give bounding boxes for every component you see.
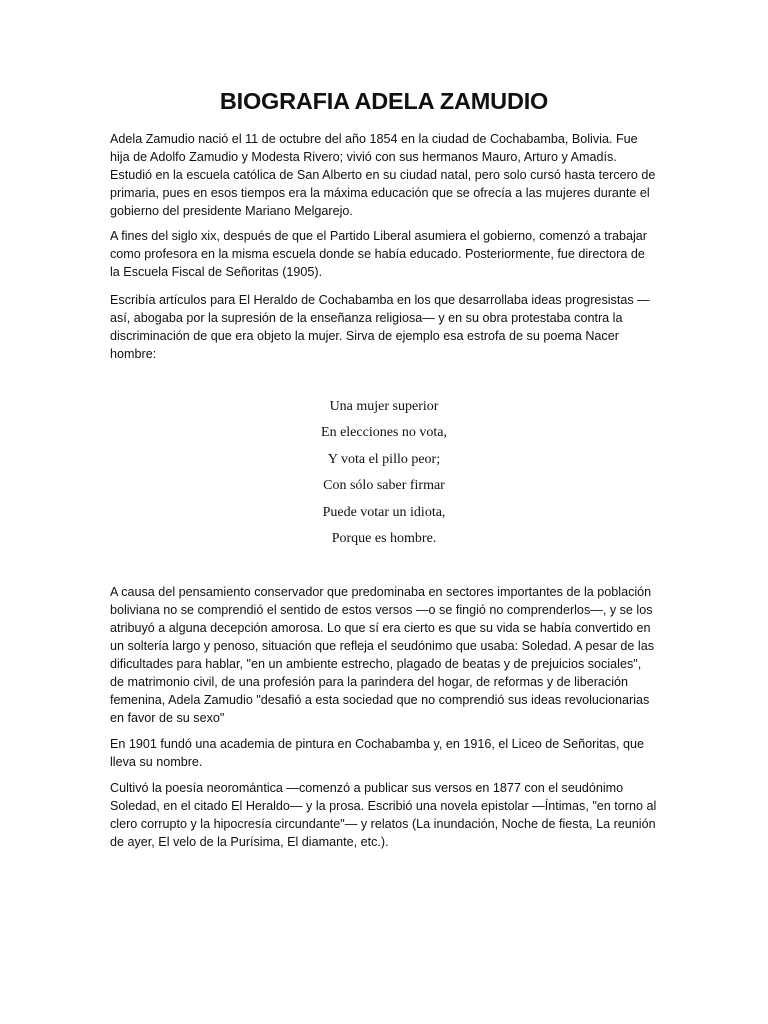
paragraph-birth: Adela Zamudio nació el 11 de octubre del año 1854 en la ciudad de Cochabamba, Bolivia. Fue hija de Adolfo Zamudio y Modesta Rivero; vivió con sus hermanos Mauro, Arturo y Amadís. Estudió en la escuela católica de San Alberto en su ciudad natal, pero solo cursó hasta tercero de primaria, pues en esos tiempos era la máxima educación que se ofrecía a las mujeres durante el gobierno del presidente Mariano Melgarejo. bbox=[110, 132, 656, 218]
paragraph-academy: En 1901 fundó una academia de pintura en Cochabamba y, en 1916, el Liceo de Señoritas, que lleva su nombre. bbox=[110, 737, 644, 769]
paragraph-reception: A causa del pensamiento conservador que predominaba en sectores importantes de la población boliviana no se comprendió el sentido de estos versos —o se fingió no comprenderlos—, y se los atribuyó a alguna decepción amorosa. Lo que sí era cierto es que su vida se había convertido en un soltería largo y penoso, situación que refleja el seudónimo que usaba: Soledad. A pesar de las dificultades para hablar, "en un ambiente estrecho, plagado de beatas y de prejuicios sociales", de matrimonio civil, de una profesión para la parindera del hogar, de reformas y de liberación femenina, Adela Zamudio "desafió a esta sociedad que no comprendió sus ideas revolucionarias en favor de su sexo" bbox=[110, 585, 654, 725]
poem-line: Una mujer superior bbox=[329, 399, 439, 414]
poem-line: Puede votar un idiota, bbox=[322, 504, 446, 520]
paragraph-articles: Escribía artículos para El Heraldo de Cochabamba en los que desarrollaba ideas progresistas —así, abogaba por la supresión de la enseñanza religiosa— y en su obra protestaba contra la discriminación de que era objeto la mujer. Sirva de ejemplo esa estrofa de su poema Nacer hombre: bbox=[110, 293, 650, 361]
poem-line: Porque es hombre. bbox=[331, 530, 437, 546]
paragraph-teaching: A fines del siglo xix, después de que el Partido Liberal asumiera el gobierno, comenzó a trabajar como profesora en la misma escuela donde se había educado. Posteriormente, fue directora de la Escuela Fiscal de Señoritas (1905). bbox=[110, 229, 647, 279]
poem-line: Con sólo saber firmar bbox=[323, 478, 445, 494]
poem-line: En elecciones no vota, bbox=[321, 425, 447, 441]
paragraph-works: Cultivó la poesía neoromántica —comenzó a publicar sus versos en 1877 con el seudónimo Soledad, en el citado El Heraldo— y la prosa. Escribió una novela epistolar —Íntimas, "en torno al clero corrupto y la hipocresía circundante"— y relatos (La inundación, Noche de fiesta, La reunión de ayer, El velo de la Purísima, El diamante, etc.). bbox=[110, 781, 657, 849]
document-title: BIOGRAFIA ADELA ZAMUDIO bbox=[219, 88, 549, 114]
poem-line: Y vota el pillo peor; bbox=[327, 451, 441, 467]
poem-stanza bbox=[0, 396, 768, 554]
